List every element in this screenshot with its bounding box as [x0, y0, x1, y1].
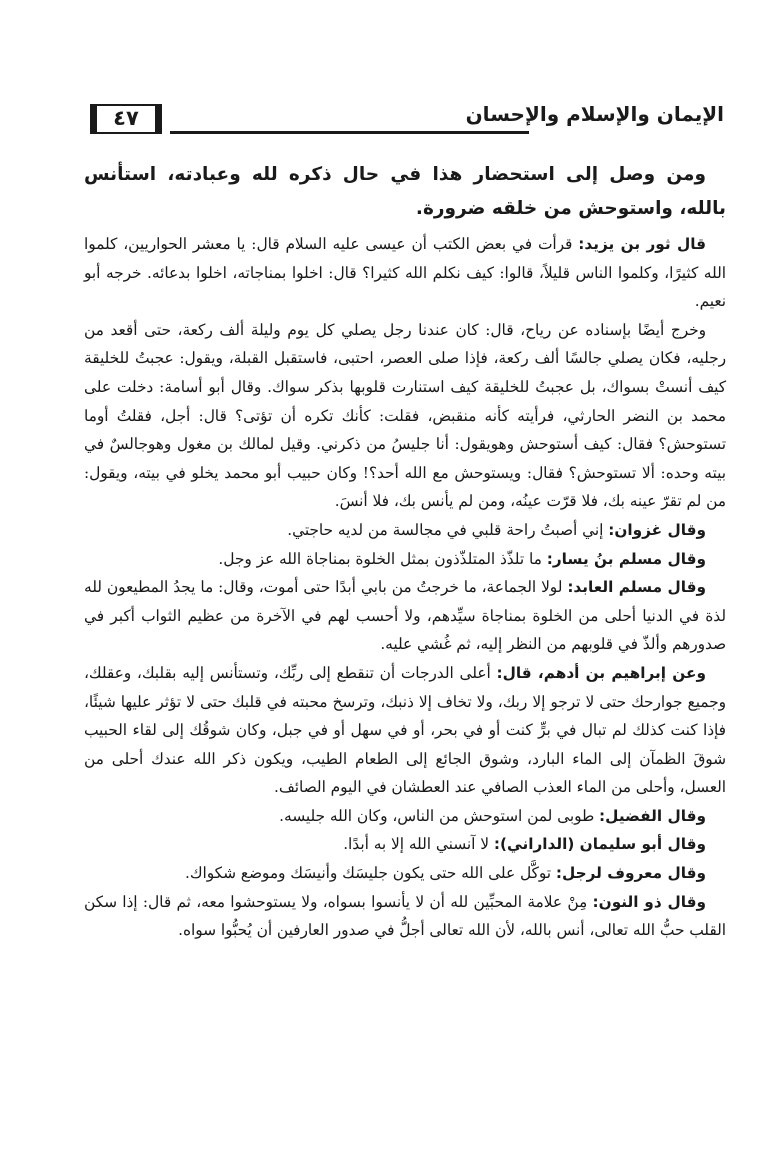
paragraph — [84, 573, 726, 659]
paragraph — [84, 802, 726, 831]
paragraph-text: طوبى لمن استوحش من الناس، وكان الله جليسه. — [279, 806, 600, 825]
speaker: وقال معروف لرجل: — [555, 864, 706, 883]
header-rule — [170, 131, 529, 134]
paragraph-text: ما تلذّذ المتلذّذون بمثل الخلوة بمناجاة الله عز وجل. — [218, 549, 547, 568]
page-body — [84, 158, 726, 945]
running-title: الإيمان والإسلام والإحسان — [465, 102, 724, 126]
paragraph-text: أعلى الدرجات أن تنقطع إلى ربِّك، وتستأنس إليه بقلبك، وعقلك، وجميع جوارحك حتى لا ترجو إلا ربك، ولا تخاف إلا ذنبك، وترسخ محبته في قلبك حتى لا تؤثر عليها شيئًا، فإذا كنت كذلك لم تبال في برٍّ كنت أو في بحر، أو في سهل أو في جبل، وكان شوقُك إلى لقاء الحبيب شوقَ الظمآن إلى الماء البارد، وشوق الجائع إلى الطعام الطيب، ويكون ذكر الله عندك أحلى من العسل، وأحلى من الماء العذب الصافي عند العطشان في اليوم الصائف. — [84, 663, 726, 797]
speaker: وعن إبراهيم بن أدهم، قال: — [496, 663, 706, 682]
speaker: وقال ذو النون: — [592, 892, 707, 911]
speaker: وقال الفضيل: — [599, 806, 706, 825]
paragraph-text: إني أصبتُ راحة قلبي في مجالسة من لديه حاجتي. — [287, 520, 609, 539]
paragraph-text: وخرج أيضًا بإسناده عن رياح، قال: كان عندنا رجل يصلي كل يوم وليلة ألف ركعة، حتى أقعد من رجليه، فكان يصلي جالسًا ألف ركعة، فإذا صلى العصر، احتبى، فاستقبل القبلة، ويقول: عجبتُ للخليقة كيف أنستْ بسواك، بل عجبتُ للخليقة كيف استنارت قلوبها بذكر سواك. وقال أبو أسامة: دخلت على محمد بن النضر الحارثي، فرأيته كأنه منقبض، فقلت: كأنك تكره أن تؤتى؟ قال: أجل، فقلتُ أوما تستوحش؟ فقال: كيف أستوحش وهويقول: أنا جليسُ من ذكرني. وقيل لمالك بن مغول وهوجالسٌ في بيته وحده: ألا تستوحش؟ فقال: ويستوحش مع الله أحد؟! وكان حبيب أبو محمد يخلو في بيته، ويقول: من لم تقرّ عينه بك، فلا قرّت عينُه، ومن لم يأنس بك، فلا أنسَ. — [84, 320, 726, 511]
speaker: وقال غزوان: — [608, 520, 706, 539]
speaker: وقال أبو سليمان (الداراني): — [493, 835, 706, 854]
speaker: قال ثور بن يزيد: — [578, 235, 706, 253]
speaker: وقال مسلم العابد: — [567, 578, 707, 597]
paragraph-text: لا آنسني الله إلا به أبدًا. — [343, 835, 494, 854]
paragraph — [84, 545, 726, 574]
paragraph — [84, 230, 726, 316]
paragraph-text: قرأت في بعض الكتب أن عيسى عليه السلام قال: يا معشر الحواريين، كلموا الله كثيرًا، وكلموا الناس قليلاً، قالوا: كيف نكلم الله كثيرا؟ قال: اخلوا بمناجاته، اخلوا بدعائه. خرجه أبو نعيم. — [84, 235, 726, 311]
paragraph — [84, 659, 726, 802]
paragraph — [84, 888, 726, 945]
paragraph-text: توكَّل على الله حتى يكون جليسَك وأنيسَك وموضع شكواك. — [185, 864, 556, 883]
page-header — [90, 96, 724, 136]
paragraph — [84, 830, 726, 859]
speaker: وقال مسلم بنُ يسار: — [546, 549, 706, 568]
paragraph — [84, 859, 726, 888]
page-number: ٤٧ — [90, 104, 162, 134]
paragraph — [84, 516, 726, 545]
paragraph-text: مِنْ علامة المحبِّين لله أن لا يأنسوا بسواه، ولا يستوحشوا معه، ثم قال: إذا سكن القلب حبُّ الله تعالى، أنس بالله، لأن الله تعالى أجلُّ في صدور العارفين أن يُحبُّوا سواه. — [84, 892, 726, 940]
lead-paragraph: ومن وصل إلى استحضار هذا في حال ذكره لله وعبادته، استأنس بالله، واستوحش من خلقه ضرورة. — [84, 164, 726, 219]
paragraph — [84, 316, 726, 516]
paragraph-text: لولا الجماعة، ما خرجتُ من بابي أبدًا حتى أموت، وقال: ما يجدُ المطيعون لله لذة في الدنيا أحلى من الخلوة بمناجاة سيِّدهم، ولا أحسب لهم في الآخرة من عظيم الثواب أكبر في صدورهم وألذّ في قلوبهم من النظر إليه، ثم غُشي عليه. — [84, 578, 726, 654]
